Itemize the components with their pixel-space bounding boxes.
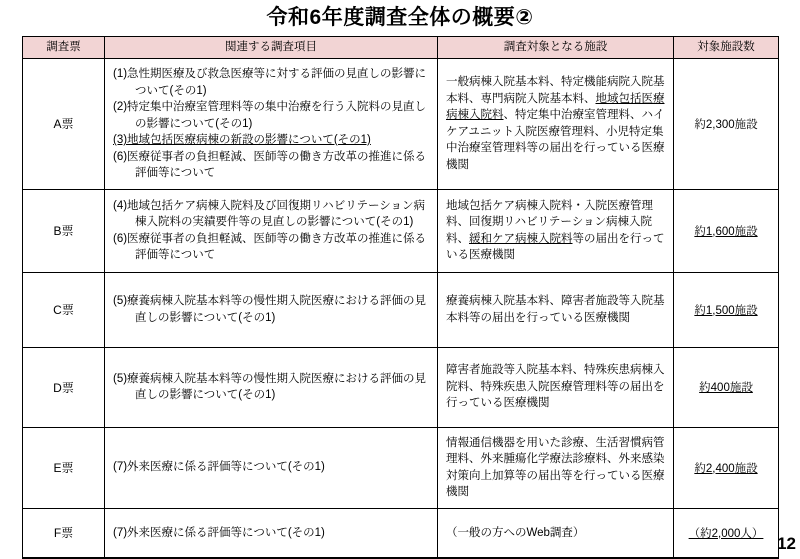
facility-text-part: 情報通信機器を用いた診療、生活習慣病管理料、外来腫瘍化学療法診療料、外来感染対策向上加算等の届出等を行っている医療機関	[446, 436, 665, 498]
cell-facility-count	[674, 427, 779, 508]
cell-facility-count	[674, 189, 779, 272]
cell-target-facilities	[438, 508, 674, 558]
cell-related-items	[105, 347, 438, 427]
facility-text-part: 緩和ケア病棟入院料	[469, 232, 573, 245]
related-item-list	[113, 293, 430, 326]
related-item: (2)特定集中治療室管理料等の集中治療を行う入院料の見直しの影響について(その1)	[113, 101, 427, 130]
related-item-list	[113, 198, 430, 264]
related-item: (7)外来医療に係る評価等について(その1)	[113, 526, 325, 539]
cell-survey-code: B票	[23, 189, 105, 272]
related-item-list	[113, 66, 430, 182]
column-header-related-items: 関連する調査項目	[105, 37, 438, 59]
survey-overview-table	[22, 36, 779, 559]
cell-related-items	[105, 189, 438, 272]
cell-facility-count	[674, 59, 779, 190]
related-item: (6)医療従事者の負担軽減、医師等の働き方改革の推進に係る評価等について	[113, 232, 427, 261]
related-item: (3)地域包括医療病棟の新設の影響について(その1)	[113, 134, 371, 146]
column-header-target-facilities: 調査対象となる施設	[438, 37, 674, 59]
column-header-survey-code: 調査票	[23, 37, 105, 59]
related-item: (7)外来医療に係る評価等について(その1)	[113, 461, 325, 474]
cell-related-items	[105, 427, 438, 508]
cell-survey-code: D票	[23, 347, 105, 427]
related-item: (1)急性期医療及び救急医療等に対する評価の見直しの影響について(その1)	[113, 68, 427, 97]
cell-target-facilities	[438, 59, 674, 190]
cell-related-items	[105, 508, 438, 558]
cell-survey-code: C票	[23, 272, 105, 347]
related-item-list	[113, 525, 430, 542]
facility-count-value: 約2,400施設	[694, 462, 758, 475]
facility-text-part: 、特定集中治療室管理料、ハイケアユニット入院医療管理料、小児特定集中治療室管理料等の届出を行っている医療機関	[446, 109, 665, 171]
facility-count-value: （約2,000人）	[688, 527, 764, 540]
cell-facility-count	[674, 272, 779, 347]
table-row	[23, 59, 779, 190]
cell-facility-count	[674, 347, 779, 427]
cell-survey-code: E票	[23, 427, 105, 508]
cell-target-facilities	[438, 427, 674, 508]
table-row	[23, 347, 779, 427]
facility-count-value: 約1,500施設	[694, 304, 758, 317]
page-number: 12	[777, 534, 796, 553]
table-row	[23, 427, 779, 508]
cell-target-facilities	[438, 189, 674, 272]
related-item-list	[113, 459, 430, 476]
related-item: (5)療養病棟入院基本料等の慢性期入院医療における評価の見直しの影響について(その1)	[113, 372, 427, 401]
related-item: (5)療養病棟入院基本料等の慢性期入院医療における評価の見直しの影響について(その1)	[113, 295, 427, 324]
facility-count-value: 約2,300施設	[694, 118, 758, 131]
table-header	[23, 37, 779, 59]
cell-related-items	[105, 272, 438, 347]
table-body	[23, 59, 779, 559]
related-item-list	[113, 371, 430, 404]
cell-survey-code: F票	[23, 508, 105, 558]
related-item: (6)医療従事者の負担軽減、医師等の働き方改革の推進に係る評価等について	[113, 150, 427, 179]
table-row	[23, 272, 779, 347]
table-header-row	[23, 37, 779, 59]
cell-target-facilities	[438, 272, 674, 347]
facility-count-value: 約1,600施設	[694, 225, 758, 238]
related-item: (4)地域包括ケア病棟入院料及び回復期リハビリテーション病棟入院料の実績要件等の見直しの影響について(その1)	[113, 199, 426, 228]
page-title: 令和6年度調査全体の概要②	[266, 6, 534, 29]
facility-text-part: 障害者施設等入院基本料、特殊疾患病棟入院料、特殊疾患入院医療管理料等の届出を行っている医療機関	[446, 364, 665, 410]
cell-related-items	[105, 59, 438, 190]
facility-text-part: 療養病棟入院基本料、障害者施設等入院基本料等の届出を行っている医療機関	[446, 295, 665, 324]
cell-target-facilities	[438, 347, 674, 427]
facility-text-part: （一般の方へのWeb調査）	[446, 526, 585, 539]
facility-text-part: 地域包括ケア病棟入院料・入院医療管理料、回復期リハビリテーション病棟入院料、	[446, 199, 653, 245]
facility-text-part: 等の届出を行っている医療機関	[446, 232, 665, 261]
cell-survey-code: A票	[23, 59, 105, 190]
column-header-facility-count: 対象施設数	[674, 37, 779, 59]
table-row	[23, 189, 779, 272]
facility-text-part: 一般病棟入院基本料、特定機能病院入院基本料、専門病院入院基本料、	[446, 76, 665, 105]
table-row	[23, 508, 779, 558]
facility-count-value: 約400施設	[699, 382, 753, 394]
facility-text-part: 地域包括医療病棟入院料	[446, 92, 665, 122]
cell-facility-count	[674, 508, 779, 558]
